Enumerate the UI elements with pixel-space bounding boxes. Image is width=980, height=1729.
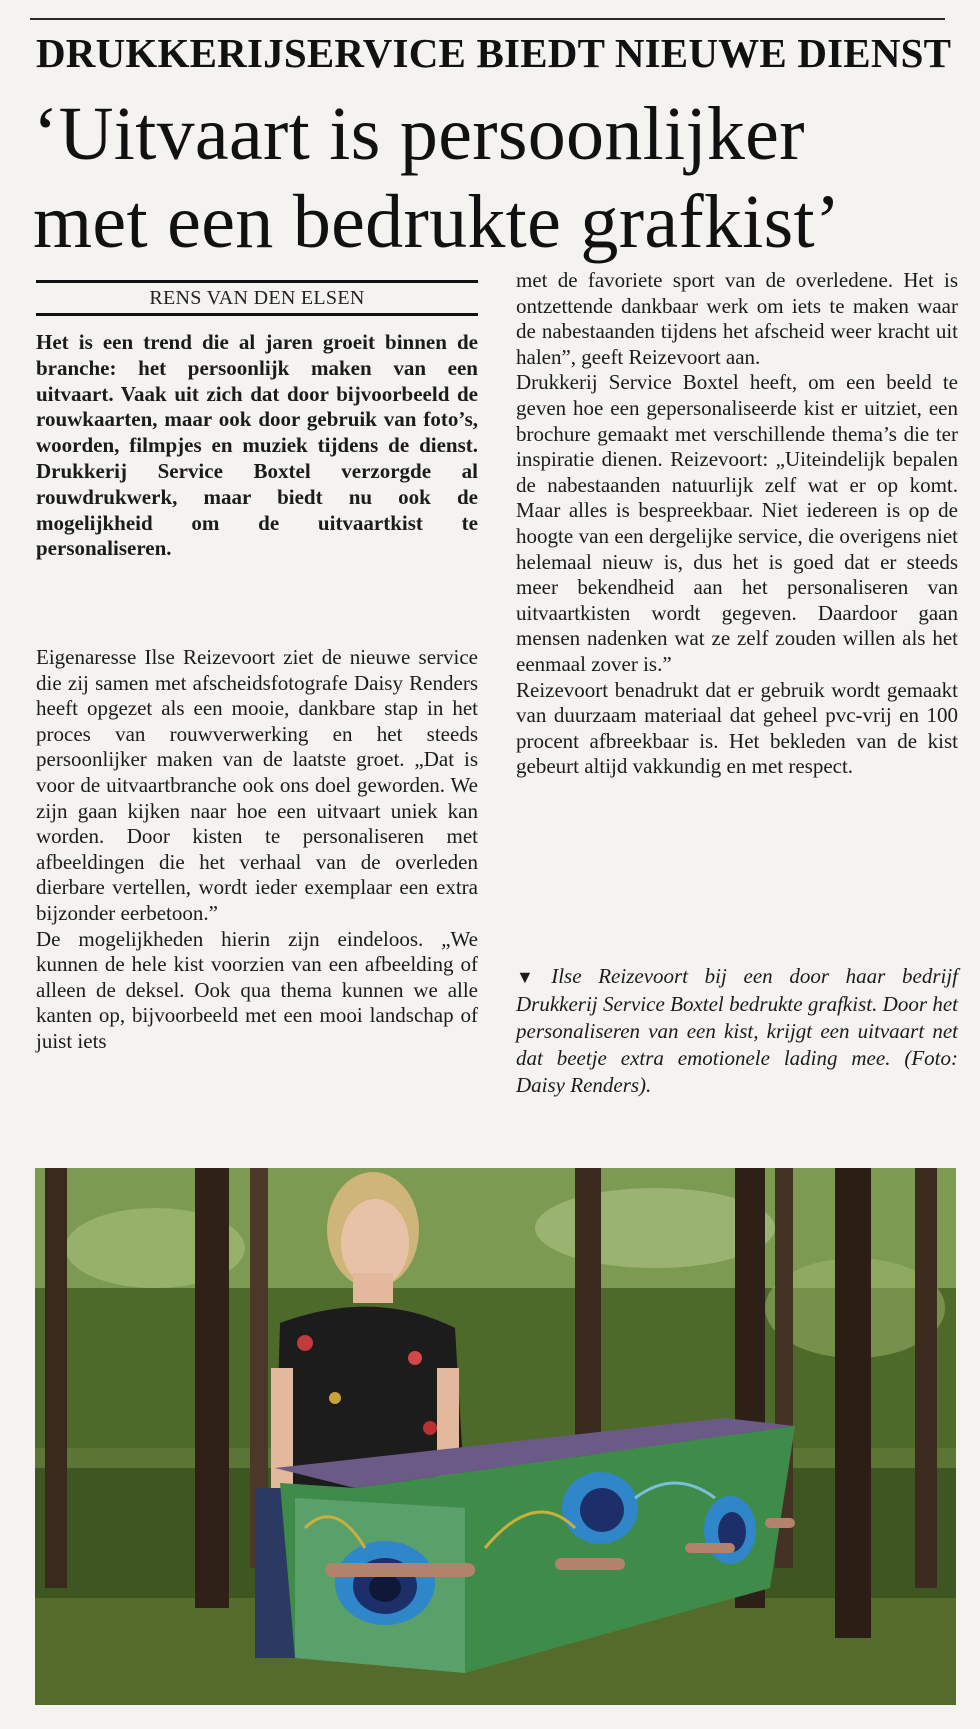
- body-paragraph: Drukkerij Service Boxtel heeft, om een beeld te geven hoe een gepersonaliseerde kist er uitziet, een brochure gemaakt met verschillende thema’s die ter inspiratie dienen. Reizevoort: „Uiteindelijk bepalen de nabestaanden natuurlijk zelf wat er op komt. Maar alles is bespreekbaar. Niet iedereen is op de hoogte van een dergelijke service, die overigens niet helemaal nieuw is, dus het is goed dat er steeds meer bekendheid aan het personaliseren van uitvaartkisten wordt gegeven. Daardoor gaan mensen nadenken wat ze zelf zouden willen als het eenmaal zover is.”: [516, 370, 958, 676]
- headline: [33, 90, 953, 266]
- headline-line-1: ‘Uitvaart is persoonlijker: [33, 92, 805, 176]
- left-column: [36, 645, 478, 1055]
- caption-triangle-icon: ▼: [516, 967, 546, 987]
- body-paragraph: Reizevoort benadrukt dat er gebruik wordt gemaakt van duurzaam materiaal dat geheel pvc-vrij en 100 procent afbreekbaar is. Het bekleden van de kist gebeurt altijd vakkundig en met respect.: [516, 677, 958, 779]
- top-rule: [30, 18, 945, 20]
- caption-text: Ilse Reizevoort bij een door haar bedrijf Drukkerij Service Boxtel bedrukte grafkist. Door het personaliseren van een kist, krijgt een uitvaart net dat beetje extra emotionele lading mee. (Foto: Daisy Renders).: [516, 964, 958, 1097]
- photo-woman-with-printed-coffin: [35, 1168, 956, 1705]
- body-paragraph: met de favoriete sport van de overledene. Het is ontzettende dankbaar werk om iets te maken waar de nabestaanden tijdens het afscheid weer kracht uit halen”, geeft Reizevoort aan.: [516, 268, 958, 369]
- photo-caption: [516, 963, 958, 1099]
- headline-line-2: met een bedrukte grafkist’: [33, 180, 841, 264]
- byline-rule-bottom: [36, 313, 478, 316]
- body-paragraph: De mogelijkheden hierin zijn eindeloos. „We kunnen de hele kist voorzien van een afbeelding of alleen de deksel. Ook qua thema kunnen we alle kanten op, bijvoorbeeld met een mooi landschap of juist iets: [36, 926, 478, 1053]
- body-paragraph: Eigenaresse Ilse Reizevoort ziet de nieuwe service die zij samen met afscheidsfotografe Daisy Renders heeft opgezet als een mooie, dankbare stap in het proces van rouwverwerking en het steeds persoonlijker maken van de laatste groet. „Dat is voor de uitvaartbranche ook ons doel geworden. We zijn gaan kijken naar hoe een uitvaart uniek kan worden. Door kisten te personaliseren met afbeeldingen die het verhaal van de overleden dierbare vertellen, wordt ieder exemplaar een extra bijzonder eerbetoon.”: [36, 645, 478, 925]
- intro-paragraph: [36, 330, 478, 562]
- kicker-headline: DRUKKERIJSERVICE BIEDT NIEUWE DIENST: [36, 30, 952, 76]
- byline: RENS VAN DEN ELSEN: [149, 287, 365, 309]
- intro-text: Het is een trend die al jaren groeit binnen de branche: het persoonlijk maken van een uitvaart. Vaak uit zich dat door bijvoorbeeld de rouwkaarten, maar ook door gebruik van foto’s, woorden, filmpjes en muziek tijdens de dienst. Drukkerij Service Boxtel verzorgde al rouwdrukwerk, maar biedt nu ook de mogelijkheid om de uitvaartkist te personaliseren.: [36, 330, 478, 561]
- right-column: [516, 268, 958, 780]
- byline-block: [36, 280, 478, 316]
